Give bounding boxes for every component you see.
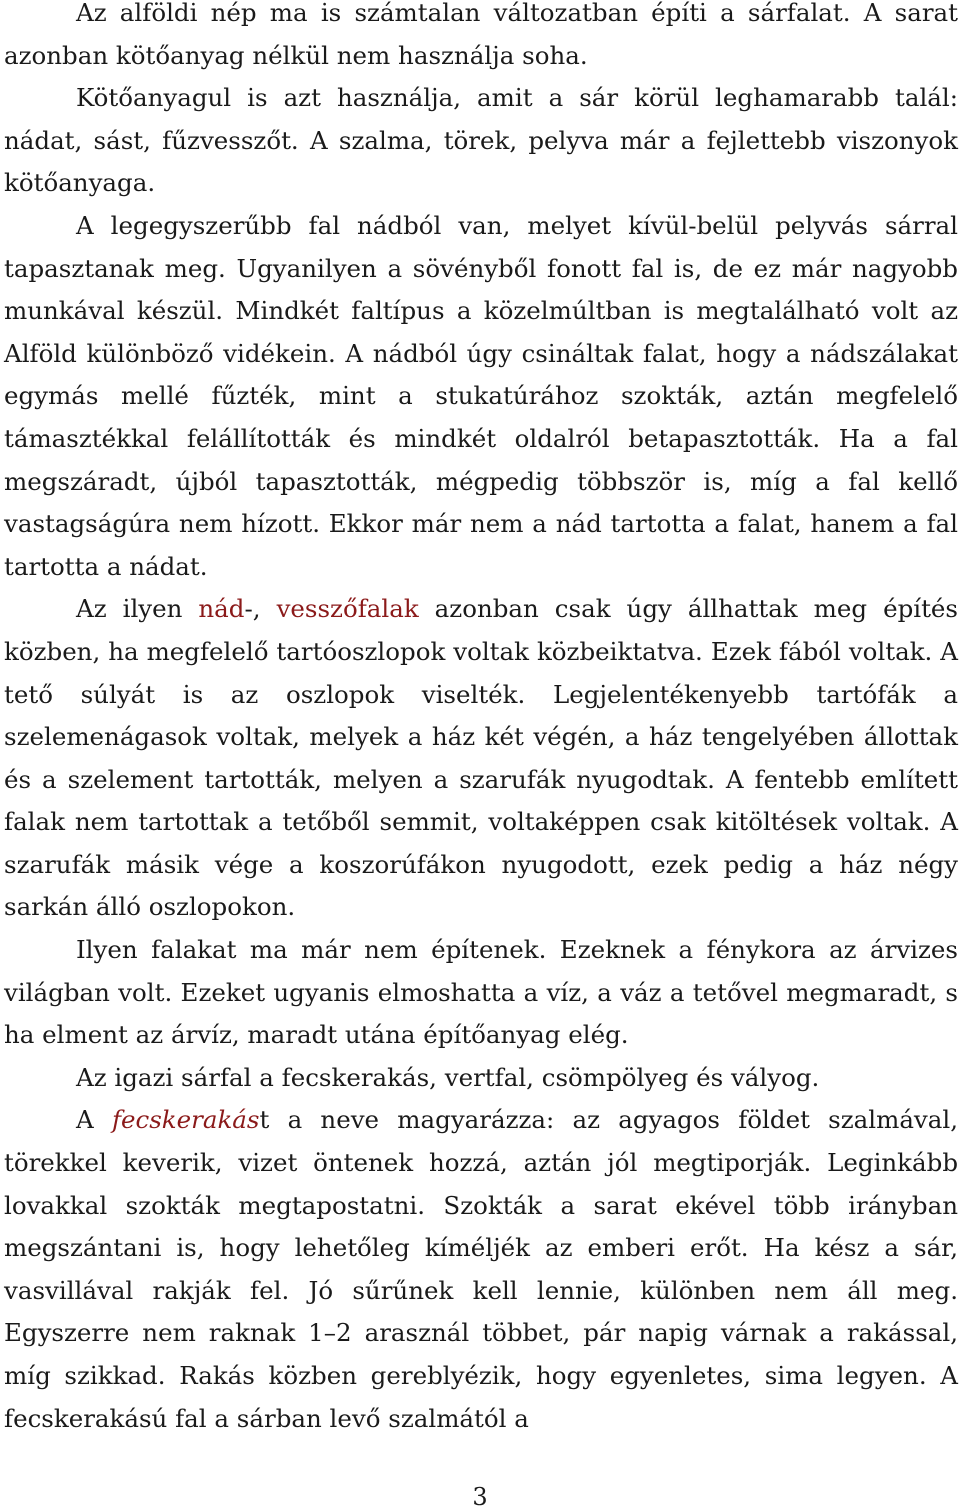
paragraph-text: A legegyszerűbb fal nádból van, melyet kívül-belül pelyvás sárral tapasztanak meg. Ugyanilyen a sövényből fonott fal is, de ez már nagyobb munkával készül. Mindkét faltípus a közelmúltban is megtalálható volt az Alföld különböző vidékein. A nádból úgy csináltak falat, hogy a nádszálakat egymás mellé fűzték, mint a stukatúrához szokták, aztán megfelelő támasztékkal felállították és mindkét oldalról betapasztották. Ha a fal megszáradt, újból tapasztották, mégpedig többször is, míg a fal kellő vastagságúra nem hízott. Ekkor már nem a nád tartotta a falat, hanem a fal tartotta a nádat. bbox=[4, 210, 958, 581]
paragraph-text: Az igazi sárfal a fecskerakás, vertfal, csömpölyeg és vályog. bbox=[76, 1062, 820, 1092]
paragraph bbox=[4, 77, 958, 205]
term-link[interactable]: nád bbox=[198, 594, 245, 624]
paragraph-text: Az ilyen bbox=[76, 594, 199, 624]
term-link[interactable]: fecskerakás bbox=[111, 1105, 260, 1135]
paragraph-text: azonban csak úgy állhattak meg építés közben, ha megfelelő tartóoszlopok voltak közbeiktatva. Ezek fából voltak. A tető súlyát is az oszlopok viselték. Legjelentékenyebb tartófák a szelemenágasok voltak, melyek a ház két végén, a ház tengelyében állottak és a szelement tartották, melyen a szarufák nyugodtak. A fentebb említett falak nem tartottak a tetőből semmit, voltaképpen csak kitöltések voltak. A szarufák másik vége a koszorúfákon nyugodott, ezek pedig a ház négy sarkán álló oszlopokon. bbox=[4, 594, 959, 922]
paragraph bbox=[4, 0, 958, 77]
paragraph-text: A bbox=[76, 1105, 112, 1135]
term-link[interactable]: vesszőfalak bbox=[276, 594, 419, 624]
paragraph-text: Ilyen falakat ma már nem építenek. Ezeknek a fénykora az árvizes világban volt. Ezeket ugyanis elmoshatta a víz, a váz a tetővel megmaradt, s ha elment az árvíz, maradt utána építőanyag elég. bbox=[4, 935, 958, 1050]
paragraph-text: Az alföldi nép ma is számtalan változatban építi a sárfalat. A sarat azonban kötőanyag nélkül nem használja soha. bbox=[4, 0, 958, 70]
paragraph-text: Kötőanyagul is azt használja, amit a sár körül leghamarabb talál: nádat, sást, fűzvesszőt. A szalma, törek, pelyva már a fejlettebb viszonyok kötőanyaga. bbox=[4, 83, 958, 198]
paragraph bbox=[4, 1099, 958, 1440]
page-number: 3 bbox=[472, 1483, 488, 1511]
paragraph bbox=[4, 929, 958, 1057]
paragraph-text: t a neve magyarázza: az agyagos földet szalmával, törekkel keverik, vizet öntenek hozzá, aztán jól megtiporják. Leginkább lovakkal szokták megtapostatni. Szokták a sarat ekével több irányban megszántani is, hogy lehetőleg kíméljék az emberi erőt. Ha kész a sár, vasvillával rakják fel. Jó sűrűnek kell lennie, különben nem áll meg. Egyszerre nem raknak 1–2 arasznál többet, pár napig várnak a rakással, míg szikkad. Rakás közben gereblyézik, hogy egyenletes, sima legyen. A fecskerakású fal a sárban levő szalmától a bbox=[4, 1105, 958, 1433]
paragraph bbox=[4, 588, 958, 929]
paragraph bbox=[4, 1057, 958, 1100]
page-body bbox=[4, 0, 958, 1440]
paragraph bbox=[4, 205, 958, 588]
paragraph-text: -, bbox=[244, 594, 277, 624]
